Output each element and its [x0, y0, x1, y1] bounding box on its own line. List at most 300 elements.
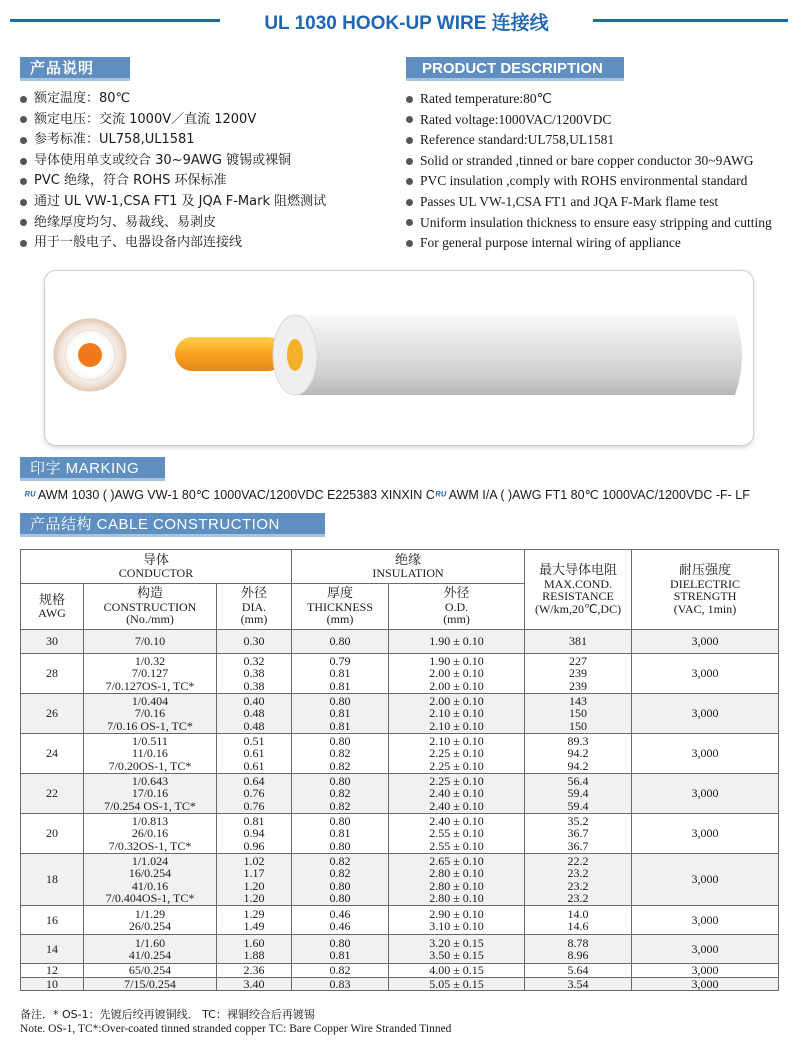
- thickness-value: 0.81: [329, 948, 351, 962]
- feature-item: [406, 89, 796, 110]
- construction-value: 1/0.32: [134, 654, 166, 669]
- wire-end-conductor: [78, 343, 102, 367]
- table-row: [21, 630, 779, 654]
- od-value: 2.80 ± 0.10: [429, 866, 484, 881]
- table-row: [21, 906, 779, 935]
- cell-resistance: [525, 734, 632, 774]
- cell-construction: [84, 854, 217, 906]
- feature-text: 绝缘厚度均匀、易裁线、易剥皮: [34, 214, 217, 230]
- feature-text: 额定电压：交流 1000V／直流 1200V: [34, 111, 257, 127]
- od-value: 2.90 ± 0.10: [429, 906, 484, 921]
- header-construction: 构造 CONSTRUCTION (No./mm): [84, 584, 217, 630]
- feature-text: Solid or stranded ,tinned or bare copper conductor 30~9AWG: [420, 152, 754, 168]
- cell-dielectric: 3,000: [632, 630, 779, 654]
- resistance-value: 36.7: [567, 838, 589, 853]
- thickness-value: 0.83: [329, 976, 351, 991]
- cell-resistance: [525, 977, 632, 991]
- resistance-value: 239: [569, 678, 588, 693]
- wire-drawing: [45, 271, 755, 447]
- thickness-value: 0.79: [329, 654, 351, 669]
- thickness-value: 0.81: [329, 666, 351, 681]
- feature-item: [406, 171, 796, 192]
- bullet-icon: [406, 116, 413, 123]
- bullet-icon: [406, 137, 413, 144]
- cell-dielectric: 3,000: [632, 774, 779, 814]
- bullet-icon: [20, 219, 27, 226]
- construction-value: 65/0.254: [128, 963, 172, 978]
- cell-dielectric: 3,000: [632, 734, 779, 774]
- od-value: 2.10 ± 0.10: [429, 706, 484, 721]
- cell-resistance: [525, 774, 632, 814]
- od-value: 5.05 ± 0.15: [429, 976, 484, 991]
- dia-value: 2.36: [243, 963, 265, 978]
- dia-value: 0.94: [243, 826, 265, 841]
- feature-text: For general purpose internal wiring of appliance: [420, 235, 681, 251]
- bullet-icon: [406, 219, 413, 226]
- construction-value: 7/0.16: [134, 706, 166, 721]
- cell-awg: 18: [21, 854, 84, 906]
- bullet-icon: [20, 158, 27, 165]
- cell-thickness: [292, 935, 389, 964]
- od-value: 2.10 ± 0.10: [429, 734, 484, 749]
- construction-value: 7/0.20OS-1, TC*: [108, 758, 192, 773]
- od-value: 2.40 ± 0.10: [429, 814, 484, 829]
- cell-dia: [217, 814, 292, 854]
- construction-value: 26/0.16: [131, 826, 169, 841]
- thickness-value: 0.82: [329, 786, 351, 801]
- cell-awg: 30: [21, 630, 84, 654]
- feature-text: Uniform insulation thickness to ensure easy stripping and cutting: [420, 214, 772, 230]
- cell-dia: [217, 935, 292, 964]
- cell-thickness: [292, 906, 389, 935]
- cell-thickness: [292, 964, 389, 978]
- construction-value: 7/0.16 OS-1, TC*: [107, 718, 193, 733]
- thickness-value: 0.81: [329, 678, 351, 693]
- od-value: 3.50 ± 0.15: [429, 948, 484, 962]
- feature-item: [20, 213, 390, 234]
- resistance-value: 150: [569, 706, 588, 721]
- cell-construction: [84, 977, 217, 991]
- feature-item: [20, 171, 390, 192]
- header-outer-diameter: 外径 O.D. (mm): [389, 584, 525, 630]
- cell-dielectric: 3,000: [632, 906, 779, 935]
- dia-value: 0.76: [243, 786, 265, 801]
- cell-dielectric: 3,000: [632, 694, 779, 734]
- wire-exposed-conductor: [175, 337, 285, 371]
- product-description-cn-heading: 产品说明: [20, 57, 130, 81]
- feature-item: [20, 89, 390, 110]
- cell-dielectric: 3,000: [632, 814, 779, 854]
- od-value: 3.10 ± 0.10: [429, 919, 484, 933]
- dia-value: 0.30: [243, 634, 265, 649]
- resistance-value: 227: [569, 654, 588, 669]
- cell-resistance: [525, 906, 632, 935]
- thickness-value: 0.46: [329, 906, 351, 921]
- cell-thickness: [292, 734, 389, 774]
- feature-text: 导体使用单支或绞合 30~9AWG 镀锡或裸铜: [34, 152, 292, 168]
- thickness-value: 0.82: [329, 798, 351, 813]
- cell-dia: [217, 774, 292, 814]
- note-en: Note. OS-1, TC*:Over-coated tinned stranded copper TC: Bare Copper Wire Stranded Tinned: [20, 1023, 452, 1035]
- thickness-value: 0.80: [329, 734, 351, 749]
- thickness-value: 0.81: [329, 826, 351, 841]
- od-value: 2.55 ± 0.10: [429, 826, 484, 841]
- cell-thickness: [292, 977, 389, 991]
- thickness-value: 0.82: [329, 866, 351, 881]
- feature-text: PVC insulation ,comply with ROHS environmental standard: [420, 173, 748, 189]
- thickness-value: 0.80: [329, 694, 351, 709]
- feature-item: [20, 130, 390, 151]
- od-value: 2.25 ± 0.10: [429, 774, 484, 789]
- header-conductor: 导体 CONDUCTOR: [21, 550, 292, 584]
- thickness-value: 0.80: [329, 774, 351, 789]
- cell-dia: [217, 654, 292, 694]
- od-value: 3.20 ± 0.15: [429, 935, 484, 950]
- feature-text: Passes UL VW-1,CSA FT1 and JQA F-Mark flame test: [420, 193, 719, 209]
- resistance-value: 23.2: [567, 878, 589, 893]
- dia-value: 3.40: [243, 976, 265, 991]
- cell-dielectric: 3,000: [632, 935, 779, 964]
- cell-construction: [84, 734, 217, 774]
- construction-value: 7/0.254 OS-1, TC*: [104, 798, 196, 813]
- dia-value: 0.81: [243, 814, 265, 829]
- cell-dielectric: 3,000: [632, 964, 779, 978]
- cell-dielectric: 3,000: [632, 977, 779, 991]
- bullet-icon: [406, 178, 413, 185]
- cell-od: [389, 630, 525, 654]
- resistance-value: 8.96: [567, 948, 589, 962]
- od-value: 2.80 ± 0.10: [429, 878, 484, 893]
- bullet-icon: [20, 137, 27, 144]
- od-value: 2.40 ± 0.10: [429, 786, 484, 801]
- cell-resistance: [525, 814, 632, 854]
- od-value: 2.65 ± 0.10: [429, 854, 484, 869]
- dia-value: 1.20: [243, 878, 265, 893]
- table-row: [21, 854, 779, 906]
- construction-value: 1/1.024: [131, 854, 169, 869]
- od-value: 2.10 ± 0.10: [429, 718, 484, 733]
- feature-item: [20, 110, 390, 131]
- cable-construction-table: [20, 549, 779, 991]
- cell-awg: 20: [21, 814, 84, 854]
- construction-value: 1/0.813: [131, 814, 169, 829]
- thickness-value: 0.80: [329, 890, 351, 905]
- cell-awg: 24: [21, 734, 84, 774]
- cell-resistance: [525, 935, 632, 964]
- bullet-icon: [20, 199, 27, 206]
- cell-resistance: [525, 854, 632, 906]
- bullet-icon: [406, 158, 413, 165]
- cell-construction: [84, 814, 217, 854]
- construction-value: 1/0.511: [132, 734, 168, 749]
- bullet-icon: [406, 240, 413, 247]
- cell-awg: 16: [21, 906, 84, 935]
- cell-dia: [217, 906, 292, 935]
- cell-od: [389, 977, 525, 991]
- thickness-value: 0.82: [329, 758, 351, 773]
- cell-construction: [84, 774, 217, 814]
- thickness-value: 0.80: [329, 838, 351, 853]
- resistance-value: 150: [569, 718, 588, 733]
- table-row: [21, 977, 779, 991]
- thickness-value: 0.80: [329, 878, 351, 893]
- dia-value: 0.51: [243, 734, 265, 749]
- dia-value: 0.61: [243, 746, 265, 761]
- title-rule-right: [593, 19, 788, 22]
- construction-value: 1/0.404: [131, 694, 169, 709]
- title-bar: [0, 8, 800, 34]
- cell-construction: [84, 630, 217, 654]
- thickness-value: 0.46: [329, 919, 351, 933]
- cell-awg: 26: [21, 694, 84, 734]
- cell-od: [389, 935, 525, 964]
- product-description-en-heading: PRODUCT DESCRIPTION: [406, 57, 624, 81]
- cell-od: [389, 814, 525, 854]
- dia-value: 1.49: [243, 919, 265, 933]
- wire-jacket: [295, 315, 742, 395]
- resistance-value: 22.2: [567, 854, 589, 869]
- dia-value: 0.38: [243, 678, 265, 693]
- cell-awg: 14: [21, 935, 84, 964]
- thickness-value: 0.81: [329, 718, 351, 733]
- cell-dielectric: 3,000: [632, 654, 779, 694]
- page-title: UL 1030 HOOK-UP WIRE 连接线: [264, 13, 549, 34]
- construction-value: 7/0.10: [134, 634, 166, 649]
- thickness-value: 0.80: [329, 935, 351, 950]
- cul-recognized-icon: ᴿᵁ: [434, 490, 446, 502]
- construction-value: 7/0.127OS-1, TC*: [105, 678, 195, 693]
- header-max-resistance: 最大导体电阻 MAX.COND. RESISTANCE (W/km,20℃,DC): [525, 550, 632, 630]
- od-value: 2.00 ± 0.10: [429, 678, 484, 693]
- resistance-value: 239: [569, 666, 588, 681]
- bullet-icon: [406, 96, 413, 103]
- feature-text: 参考标准：UL758,UL1581: [34, 132, 195, 148]
- cell-awg: 28: [21, 654, 84, 694]
- dia-value: 1.17: [243, 866, 265, 881]
- cell-thickness: [292, 854, 389, 906]
- bullet-icon: [20, 96, 27, 103]
- marking-heading: 印字 MARKING: [20, 457, 165, 481]
- dia-value: 1.88: [243, 948, 265, 962]
- construction-value: 1/0.643: [131, 774, 169, 789]
- cell-resistance: [525, 694, 632, 734]
- dia-value: 1.20: [243, 890, 265, 905]
- cell-od: [389, 694, 525, 734]
- feature-item: [406, 151, 796, 172]
- thickness-value: 0.82: [329, 746, 351, 761]
- resistance-value: 59.4: [567, 786, 589, 801]
- feature-item: [20, 151, 390, 172]
- header-insulation: 绝缘 INSULATION: [292, 550, 525, 584]
- thickness-value: 0.82: [329, 854, 351, 869]
- cell-od: [389, 854, 525, 906]
- od-value: 1.90 ± 0.10: [429, 654, 484, 669]
- table-row: [21, 935, 779, 964]
- construction-value: 11/0.16: [132, 746, 168, 761]
- feature-text: Rated temperature:80℃: [420, 91, 552, 106]
- table-row: [21, 774, 779, 814]
- feature-list-cn: [20, 89, 390, 254]
- feature-text: 额定温度：80℃: [34, 91, 131, 106]
- ul-recognized-icon: ᴿᵁ: [24, 490, 36, 502]
- cell-thickness: [292, 654, 389, 694]
- notes: [20, 1008, 790, 1036]
- thickness-value: 0.81: [329, 706, 351, 721]
- cell-dia: [217, 964, 292, 978]
- marking-text: [24, 487, 794, 502]
- construction-value: 7/0.127: [131, 666, 169, 681]
- dia-value: 0.64: [243, 774, 265, 789]
- resistance-value: 56.4: [567, 774, 589, 789]
- cell-construction: [84, 906, 217, 935]
- resistance-value: 36.7: [567, 826, 589, 841]
- cell-resistance: [525, 630, 632, 654]
- resistance-value: 23.2: [567, 890, 589, 905]
- resistance-value: 3.54: [567, 976, 589, 991]
- header-awg: 规格 AWG: [21, 584, 84, 630]
- dia-value: 0.61: [243, 758, 265, 773]
- od-value: 2.55 ± 0.10: [429, 838, 484, 853]
- table-row: [21, 814, 779, 854]
- cell-awg: 12: [21, 964, 84, 978]
- construction-value: 41/0.254: [128, 948, 172, 962]
- od-value: 1.90 ± 0.10: [429, 634, 484, 649]
- construction-value: 7/0.32OS-1, TC*: [108, 838, 192, 853]
- resistance-value: 14.6: [567, 919, 589, 933]
- feature-text: PVC 绝缘，符合 ROHS 环保标准: [34, 173, 227, 189]
- table-row: [21, 694, 779, 734]
- od-value: 2.25 ± 0.10: [429, 758, 484, 773]
- dia-value: 1.60: [243, 935, 265, 950]
- cell-construction: [84, 654, 217, 694]
- feature-item: [20, 233, 390, 254]
- construction-value: 1/1.29: [134, 906, 166, 921]
- feature-item: [406, 213, 796, 234]
- bullet-icon: [20, 116, 27, 123]
- wire-illustration: [44, 270, 754, 446]
- header-thickness: 厚度 THICKNESS (mm): [292, 584, 389, 630]
- cell-awg: 22: [21, 774, 84, 814]
- feature-text: Rated voltage:1000VAC/1200VDC: [420, 111, 612, 127]
- od-value: 2.25 ± 0.10: [429, 746, 484, 761]
- table-row: [21, 734, 779, 774]
- cell-dielectric: 3,000: [632, 854, 779, 906]
- dia-value: 0.32: [243, 654, 265, 669]
- feature-text: 用于一般电子、电器设备内部连接线: [34, 235, 243, 251]
- feature-list-en: [406, 89, 796, 254]
- bullet-icon: [20, 178, 27, 185]
- cable-construction-table-body: [21, 630, 779, 991]
- cell-od: [389, 654, 525, 694]
- cable-construction-heading: 产品结构 CABLE CONSTRUCTION: [20, 513, 325, 537]
- cell-dia: [217, 694, 292, 734]
- feature-item: [406, 110, 796, 131]
- bullet-icon: [406, 199, 413, 206]
- cell-dia: [217, 630, 292, 654]
- resistance-value: 5.64: [567, 963, 589, 978]
- construction-value: 7/0.404OS-1, TC*: [105, 890, 195, 905]
- table-row: [21, 964, 779, 978]
- feature-item: [406, 130, 796, 151]
- cell-resistance: [525, 964, 632, 978]
- dia-value: 1.29: [243, 906, 265, 921]
- feature-item: [406, 192, 796, 213]
- marking-text-part-2: AWM I/A ( )AWG FT1 80℃ 1000VAC/1200VDC -F- LF: [445, 488, 750, 502]
- construction-value: 1/1.60: [134, 935, 166, 950]
- construction-value: 7/15/0.254: [124, 976, 176, 991]
- cell-od: [389, 964, 525, 978]
- cell-resistance: [525, 654, 632, 694]
- resistance-value: 89.3: [567, 734, 589, 749]
- resistance-value: 8.78: [567, 935, 589, 950]
- od-value: 2.40 ± 0.10: [429, 798, 484, 813]
- cell-thickness: [292, 814, 389, 854]
- cell-construction: [84, 694, 217, 734]
- cell-od: [389, 906, 525, 935]
- title-rule-left: [10, 19, 220, 22]
- od-value: 4.00 ± 0.15: [429, 963, 484, 978]
- resistance-value: 381: [569, 634, 588, 649]
- dia-value: 1.02: [243, 854, 265, 869]
- dia-value: 0.76: [243, 798, 265, 813]
- construction-value: 41/0.16: [131, 878, 169, 893]
- od-value: 2.00 ± 0.10: [429, 666, 484, 681]
- cell-dia: [217, 977, 292, 991]
- dia-value: 0.48: [243, 718, 265, 733]
- construction-value: 16/0.254: [128, 866, 172, 881]
- resistance-value: 59.4: [567, 798, 589, 813]
- feature-text: 通过 UL VW-1,CSA FT1 及 JQA F-Mark 阻燃测试: [34, 193, 327, 209]
- header-dielectric-strength: 耐压强度 DIELECTRIC STRENGTH (VAC, 1min): [632, 550, 779, 630]
- thickness-value: 0.82: [329, 963, 351, 978]
- dia-value: 0.96: [243, 838, 265, 853]
- note-cn: 备注．* OS-1：先镀后绞再镀铜线． TC：裸铜绞合后再镀锡: [20, 1008, 315, 1021]
- table-row: [21, 654, 779, 694]
- thickness-value: 0.80: [329, 814, 351, 829]
- header-diameter: 外径 DIA. (mm): [217, 584, 292, 630]
- cell-awg: 10: [21, 977, 84, 991]
- construction-value: 26/0.254: [128, 919, 172, 933]
- cell-construction: [84, 964, 217, 978]
- cell-dia: [217, 854, 292, 906]
- feature-item: [406, 233, 796, 254]
- thickness-value: 0.80: [329, 634, 351, 649]
- marking-text-part-1: AWM 1030 ( )AWG VW-1 80℃ 1000VAC/1200VDC E225383 XINXIN C: [35, 488, 435, 502]
- dia-value: 0.38: [243, 666, 265, 681]
- cell-construction: [84, 935, 217, 964]
- od-value: 2.80 ± 0.10: [429, 890, 484, 905]
- dia-value: 0.40: [243, 694, 265, 709]
- resistance-value: 14.0: [567, 906, 589, 921]
- cell-thickness: [292, 630, 389, 654]
- resistance-value: 23.2: [567, 866, 589, 881]
- resistance-value: 94.2: [567, 758, 589, 773]
- cell-od: [389, 774, 525, 814]
- resistance-value: 35.2: [567, 814, 589, 829]
- od-value: 2.00 ± 0.10: [429, 694, 484, 709]
- resistance-value: 94.2: [567, 746, 589, 761]
- feature-item: [20, 192, 390, 213]
- dia-value: 0.48: [243, 706, 265, 721]
- cell-dia: [217, 734, 292, 774]
- resistance-value: 143: [569, 694, 588, 709]
- cell-thickness: [292, 694, 389, 734]
- cell-thickness: [292, 774, 389, 814]
- construction-value: 17/0.16: [131, 786, 169, 801]
- bullet-icon: [20, 240, 27, 247]
- cell-od: [389, 734, 525, 774]
- feature-text: Reference standard:UL758,UL1581: [420, 132, 615, 148]
